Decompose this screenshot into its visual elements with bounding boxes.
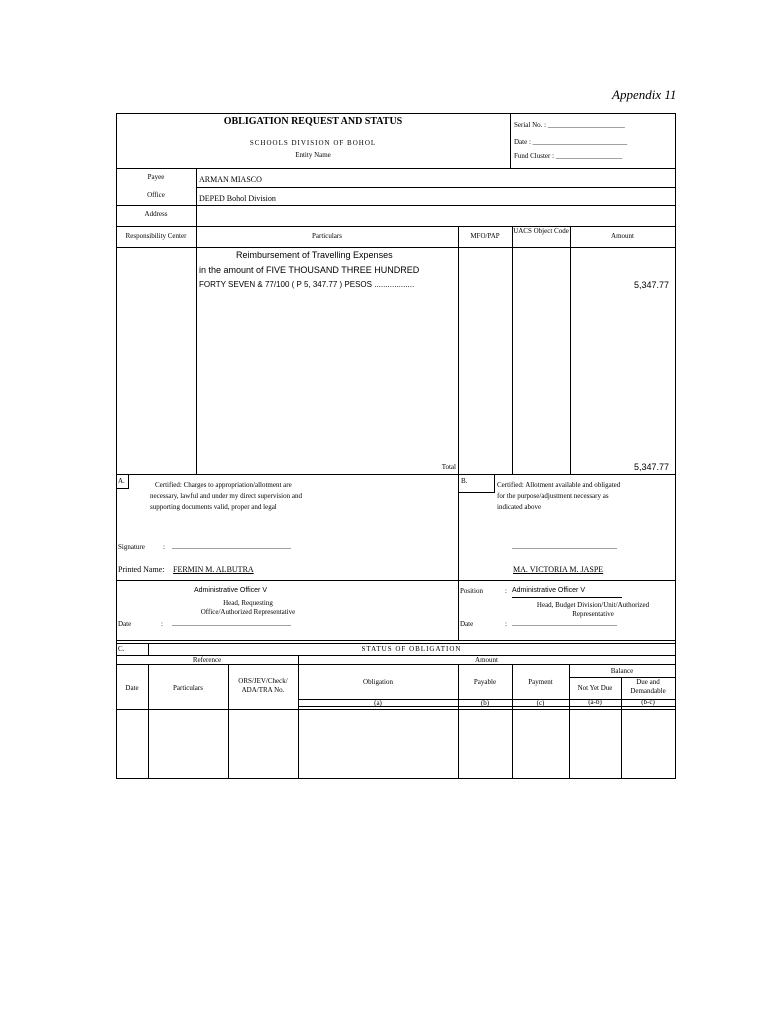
status-particulars: Particulars [173,684,203,692]
head-b-2: Representative [572,610,614,618]
date-label-a: Date [118,620,132,628]
code-bc: (b-c) [641,698,655,706]
col-uacs: UACS Object Code [513,227,569,235]
fund-cluster-field[interactable]: Fund Cluster : ___________________ [514,152,623,160]
section-b-cert-1: Certified: Allotment available and obligated [497,481,621,489]
address-label: Address [144,210,168,218]
col-resp-center: Responsibility Center [125,232,187,240]
section-c-letter: C. [118,645,125,653]
date-colon-a: : [161,620,163,628]
printed-name-label-a: Printed Name: [118,565,165,574]
signature-colon-a: : [163,543,165,551]
total-label: Total [441,463,456,471]
entity-label: Entity Name [295,151,331,159]
date-label-b: Date [460,620,474,628]
form-title: OBLIGATION REQUEST AND STATUS [223,116,403,127]
signature-line-a[interactable]: __________________________________ [172,542,291,550]
status-reference: Reference [192,656,222,664]
office-value: DEPED Bohol Division [199,194,276,203]
date-line-b[interactable]: ______________________________ [512,619,617,627]
amount-value: 5,347.77 [633,280,669,290]
particulars-line-1: Reimbursement of Travelling Expenses [236,250,393,260]
payee-value: ARMAN MIASCO [199,175,262,184]
code-b: (b) [480,699,490,707]
payee-label: Payee [147,173,165,181]
status-obligation: Obligation [363,678,393,686]
code-c: (c) [536,699,545,707]
date-colon-b: : [505,620,507,628]
code-a: (a) [374,699,382,707]
position-a: Administrative Officer V [194,587,268,594]
printed-name-a: FERMIN M. ALBUTRA [173,565,254,574]
code-ab: (a-b) [588,698,602,706]
section-b-cert-3: indicated above [497,503,542,511]
section-a-cert-2: necessary, lawful and under my direct supervision and [150,492,302,500]
head-a-1: Head, Requesting [223,599,273,607]
entity-name: SCHOOLS DIVISION OF BOHOL [249,139,377,147]
section-a-letter: A. [118,477,125,485]
status-payment: Payment [528,678,553,686]
section-a-cert-1: Certified: Charges to appropriation/allotment are [155,481,292,489]
position-b: Administrative Officer V [512,587,586,594]
serial-no-field[interactable]: Serial No. : ______________________ [514,121,625,129]
col-amount: Amount [611,232,634,240]
signature-line-b[interactable]: ______________________________ [512,542,617,550]
date-line-a[interactable]: __________________________________ [172,619,291,627]
section-b-cert-2: for the purpose/adjustment necessary as [497,492,609,500]
signature-label-a: Signature [118,543,145,551]
col-particulars: Particulars [312,232,342,240]
status-date: Date [125,684,139,692]
status-due-demandable: Due and Demandable [630,678,666,695]
status-amount: Amount [475,656,498,664]
status-not-yet-due: Not Yet Due [577,684,613,692]
section-a-cert-3: supporting documents valid, proper and legal [150,503,277,511]
section-b-letter: B. [461,477,468,485]
total-value: 5,347.77 [633,462,669,472]
status-payable: Payable [473,678,497,686]
particulars-line-2: in the amount of FIVE THOUSAND THREE HUNDRED [199,265,420,275]
particulars-line-3: FORTY SEVEN & 77/100 ( P 5, 347.77 ) PESOS .................. [199,280,415,289]
printed-name-b: MA. VICTORIA M. JASPE [513,565,604,574]
position-colon-b: : [505,587,507,595]
head-a-2: Office/Authorized Representative [200,608,296,616]
status-balance: Balance [610,667,634,675]
appendix-label: Appendix 11 [612,87,677,102]
head-b-1: Head, Budget Division/Unit/Authorized [536,601,650,609]
date-field[interactable]: Date : ___________________________ [514,138,628,146]
status-ors: ORS/JEV/Check/ ADA/TRA No. [238,677,288,694]
col-mfo-pap: MFO/PAP [470,232,500,240]
office-label: Office [147,191,165,199]
position-label-b: Position [460,587,483,595]
status-title: STATUS OF OBLIGATION [361,645,462,653]
